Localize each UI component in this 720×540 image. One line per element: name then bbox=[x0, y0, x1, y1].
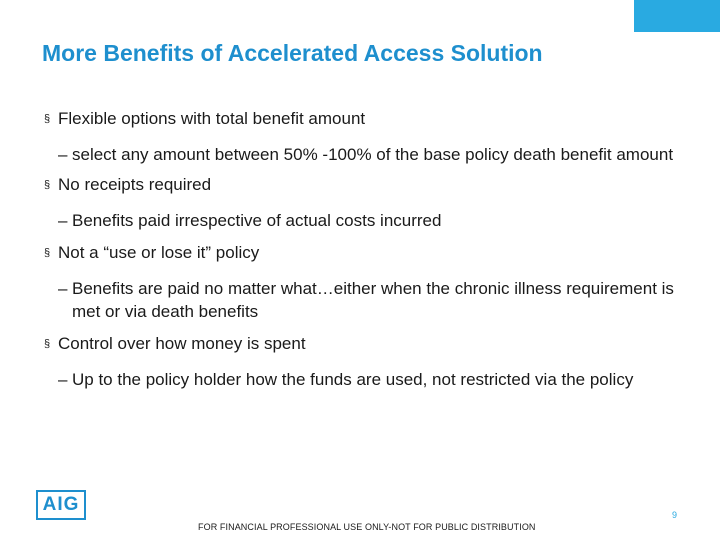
sub-bullet-marker: – bbox=[58, 370, 68, 389]
sub-bullet-item bbox=[58, 368, 694, 391]
bullet-marker: § bbox=[44, 338, 51, 350]
bullet-marker: § bbox=[44, 113, 51, 125]
logo-text: AIG bbox=[42, 494, 80, 515]
header-accent-bar bbox=[634, 0, 720, 32]
bullet-marker: § bbox=[44, 247, 51, 259]
aig-logo bbox=[36, 490, 86, 520]
sub-bullet-text: Benefits are paid no matter what…either when the chronic illness requirement is met or via death benefits bbox=[72, 279, 674, 321]
bullet-text: Control over how money is spent bbox=[58, 334, 306, 353]
bullet-group-not-use-or-lose bbox=[44, 242, 694, 323]
bullet-marker: § bbox=[44, 179, 51, 191]
sub-bullet-marker: – bbox=[58, 279, 68, 298]
sub-bullet-marker: – bbox=[58, 211, 68, 230]
bullet-item bbox=[44, 333, 694, 357]
bullet-text: No receipts required bbox=[58, 175, 212, 194]
bullet-item bbox=[44, 242, 694, 266]
bullet-group-flexible-options bbox=[44, 108, 694, 166]
sub-bullet-marker: – bbox=[58, 145, 68, 164]
sub-bullet-text: Up to the policy holder how the funds are used, not restricted via the policy bbox=[72, 370, 634, 389]
bullet-group-no-receipts bbox=[44, 174, 694, 232]
sub-bullet-item bbox=[58, 277, 694, 323]
bullet-item bbox=[44, 174, 694, 198]
sub-bullet-text: Benefits paid irrespective of actual costs incurred bbox=[72, 211, 442, 230]
bullet-text: Flexible options with total benefit amount bbox=[58, 109, 366, 128]
page-number: 9 bbox=[672, 510, 678, 520]
bullet-list bbox=[44, 108, 694, 401]
sub-bullet-text: select any amount between 50% -100% of the base policy death benefit amount bbox=[72, 145, 674, 164]
bullet-text: Not a “use or lose it” policy bbox=[58, 243, 260, 262]
bullet-item bbox=[44, 108, 694, 132]
slide-title: More Benefits of Accelerated Access Solution bbox=[42, 40, 543, 66]
bullet-group-control-spending bbox=[44, 333, 694, 391]
footer-disclaimer: FOR FINANCIAL PROFESSIONAL USE ONLY-NOT FOR PUBLIC DISTRIBUTION bbox=[198, 522, 536, 532]
sub-bullet-item bbox=[58, 143, 694, 166]
sub-bullet-item bbox=[58, 209, 694, 232]
